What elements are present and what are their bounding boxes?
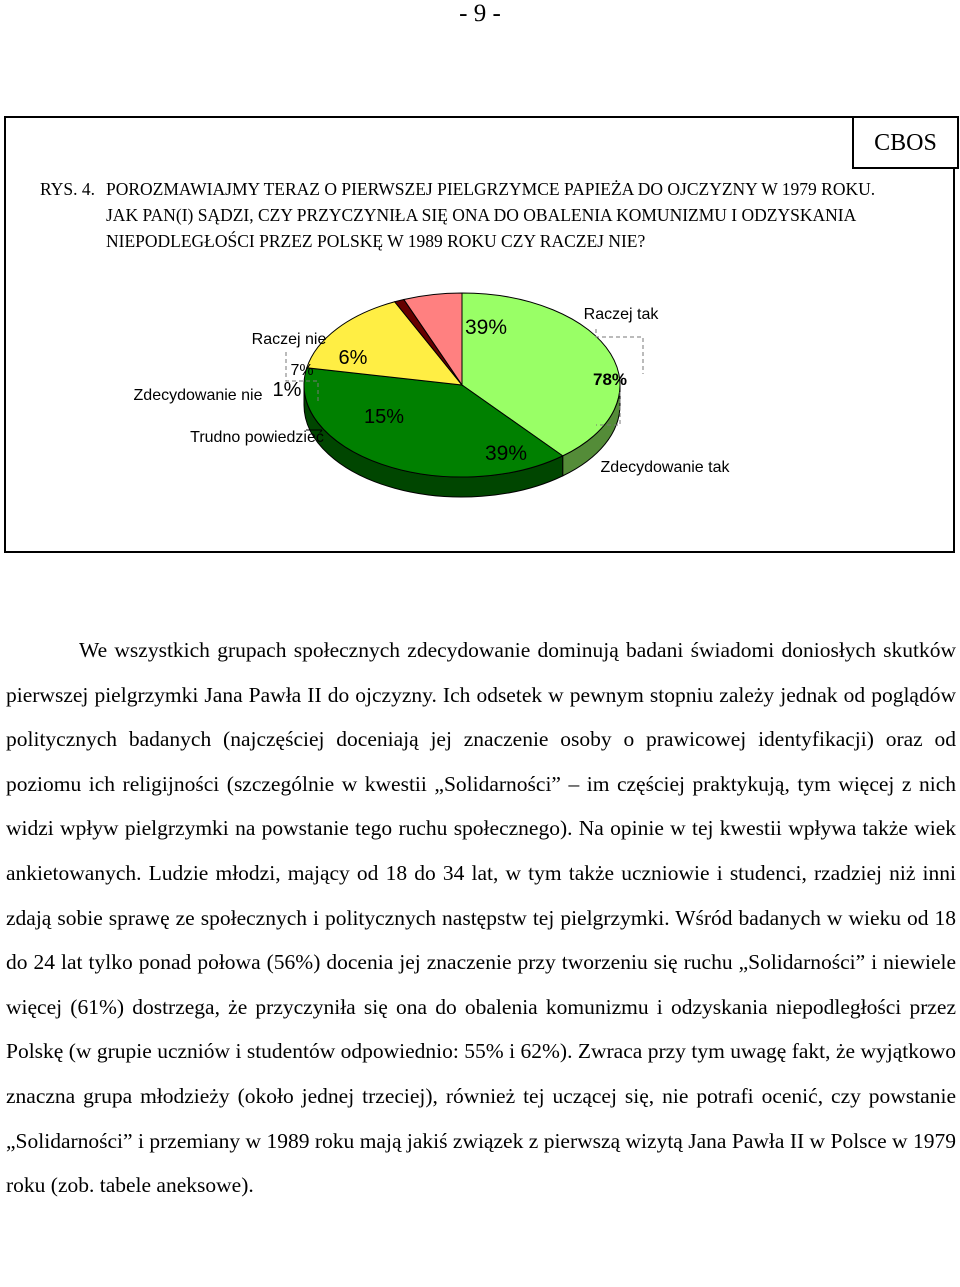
- group-label-1: 7%: [290, 362, 314, 379]
- figure-caption-text: POROZMAWIAJMY TERAZ O PIERWSZEJ PIELGRZYMCE PAPIEŻA DO OJCZYZNY W 1979 ROKU. JAK PAN(I) SĄDZI, CZY PRZYCZYNIŁA SIĘ ONA DO OBALENIA KOMUNIZMU I ODZYSKANIA NIEPODLEGŁOŚCI PRZEZ POLSKĘ W 1989 ROKU CZY RACZEJ NIE?: [106, 179, 876, 251]
- pie-category-label-4: Raczej nie: [251, 331, 327, 348]
- pie-chart: [0, 0, 960, 560]
- body-paragraph: We wszystkich grupach społecznych zdecydowanie dominują badani świadomi doniosłych skutków pierwszej pielgrzymki Jana Pawła II do ojczyzny. Ich odsetek w pewnym stopniu zależy jednak od poglądów politycznych badanych (najczęściej doceniają jej znaczenie osoby o prawicowej identyfikacji) oraz od poziomu ich religijności (szczególnie w kwestii „Solidarności” – im częściej praktykują, tym więcej z nich widzi wpływ pielgrzymki na powstanie tego ruchu społecznego). Na opinie w tej kwestii wpływa także wiek ankietowanych. Ludzie młodzi, mający od 18 do 34 lat, w tym także uczniowie i studenci, rzadziej niż inni zdają sobie sprawę ze społecznych i politycznych następstw tej pielgrzymki. Wśród badanych w wieku od 18 do 24 lat tylko ponad połowa (56%) docenia jej znaczenie przy tworzeniu się ruchu „Solidarności” i niewiele więcej (61%) dostrzega, że przyczyniła się ona do obalenia komunizmu i odzyskania niepodległości przez Polskę (w grupie uczniów i studentów odpowiednio: 55% i 62%). Zwraca przy tym uwagę fakt, że wyjątkowo znaczna grupa młodzieży (około jednej trzeciej), również tej uczącej się, nie potrafi ocenić, czy powstanie „Solidarności” i przemiany w 1989 roku mają jakiś związek z pierwszą wizytą Jana Pawła II w Polsce w 1979 roku (zob. tabele aneksowe).: [6, 638, 956, 1198]
- pie-value-label-4: 6%: [338, 347, 368, 369]
- pie-value-label-2: 15%: [363, 406, 405, 428]
- pie-category-label-2: Trudno powiedzieć: [190, 429, 324, 446]
- pie-tops: [304, 293, 620, 477]
- pie-value-label-0: 39%: [464, 316, 508, 339]
- pie-category-label-0: Raczej tak: [583, 306, 659, 323]
- body-text: [6, 628, 956, 1208]
- pie-category-label-3: Zdecydowanie nie: [133, 387, 263, 404]
- source-label: CBOS: [852, 116, 959, 169]
- pie-value-label-3: 1%: [272, 379, 302, 401]
- pie-value-label-1: 39%: [484, 442, 528, 465]
- pie-category-label-1: Zdecydowanie tak: [600, 459, 730, 476]
- group-label-0: 78%: [592, 370, 628, 389]
- figure-number: RYS. 4.: [40, 179, 95, 199]
- page-number: - 9 -: [459, 0, 501, 27]
